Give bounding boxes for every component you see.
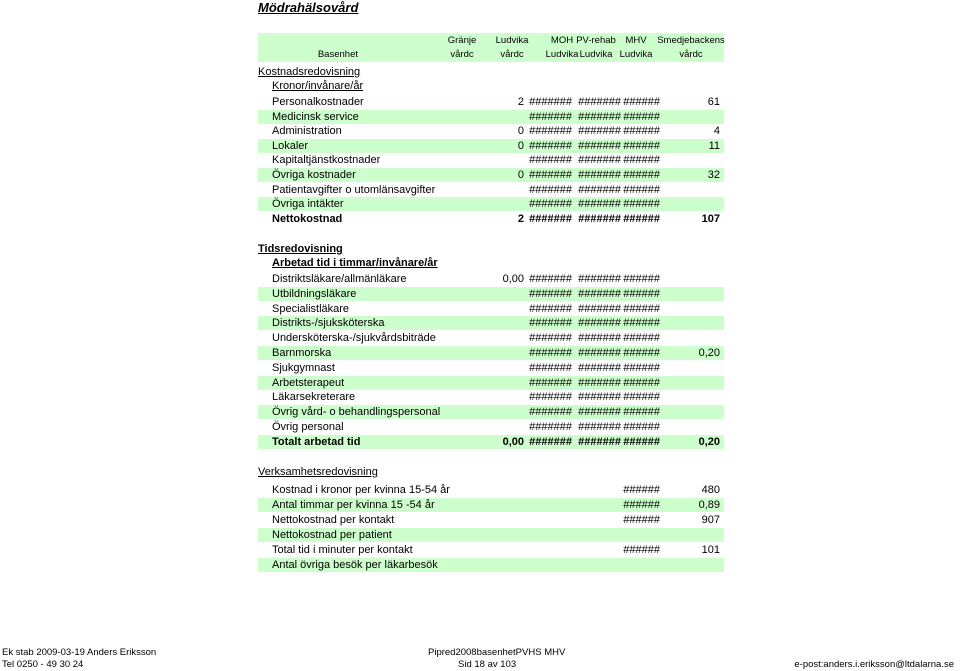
table-row xyxy=(258,212,724,226)
row-value: ####### xyxy=(578,406,621,419)
row-value: ###### xyxy=(623,212,660,225)
row-value: ####### xyxy=(529,169,572,181)
row-value: ####### xyxy=(529,391,572,404)
header-col-2-line1: Ludvika xyxy=(495,35,529,46)
table-row xyxy=(258,543,724,557)
row-value: ###### xyxy=(623,110,660,123)
row-value: ####### xyxy=(529,332,572,345)
table-row xyxy=(258,287,724,301)
table-row xyxy=(258,110,724,124)
table-row xyxy=(258,361,724,375)
row-value: 480 xyxy=(701,484,720,496)
row-value: ###### xyxy=(623,347,660,359)
subsection-kronor-invanare: Kronor/invånare/år xyxy=(272,80,364,92)
table-row xyxy=(258,405,724,419)
table-row xyxy=(258,139,724,153)
row-label: Sjukgymnast xyxy=(272,361,335,374)
row-value: 0 xyxy=(517,169,524,181)
row-value: ####### xyxy=(529,435,572,448)
row-value: ####### xyxy=(529,139,572,152)
row-label: Personalkostnader xyxy=(272,96,364,108)
row-label: Barnmorska xyxy=(272,347,332,359)
row-label: Nettokostnad xyxy=(272,212,343,225)
row-value: ####### xyxy=(578,332,621,345)
row-value: ####### xyxy=(529,347,572,359)
table-row xyxy=(258,153,724,167)
row-value: ####### xyxy=(529,110,572,123)
section-kostnadsredovisning: Kostnadsredovisning xyxy=(258,66,361,78)
row-value: ###### xyxy=(623,406,660,419)
row-value: ###### xyxy=(623,513,660,526)
row-value: ####### xyxy=(578,376,621,389)
footer-author: Ek stab 2009-03-19 Anders Eriksson xyxy=(2,647,157,658)
table-row xyxy=(258,420,724,434)
row-value: ###### xyxy=(623,183,660,196)
header-col-5-line2: Ludvika xyxy=(619,49,653,60)
row-value: ####### xyxy=(578,287,621,300)
table-row xyxy=(258,302,724,316)
row-label: Antal övriga besök per läkarbesök xyxy=(272,558,438,571)
row-value: 907 xyxy=(701,513,720,526)
header-col-1-line2: vårdc xyxy=(450,49,474,60)
row-value: ###### xyxy=(623,421,660,433)
row-label: Läkarsekreterare xyxy=(272,391,356,404)
row-value: ####### xyxy=(578,391,621,404)
table-row xyxy=(258,435,724,449)
row-value: ###### xyxy=(623,543,660,556)
row-value: ###### xyxy=(623,287,660,300)
row-value: ####### xyxy=(529,96,572,108)
row-label: Kostnad i kronor per kvinna 15-54 år xyxy=(272,484,450,496)
row-value: 61 xyxy=(707,96,720,108)
table-row xyxy=(258,183,724,197)
row-value: 107 xyxy=(701,212,720,225)
row-value: ####### xyxy=(529,361,572,374)
row-value: ####### xyxy=(578,125,621,138)
row-value: ###### xyxy=(623,96,660,108)
row-value: ####### xyxy=(578,302,621,315)
row-value: 0 xyxy=(517,139,524,152)
row-value: 0,00 xyxy=(502,435,524,448)
column-header xyxy=(258,33,724,62)
header-col-4-line1: PV-rehab xyxy=(576,35,616,46)
footer-phone: Tel 0250 - 49 30 24 xyxy=(2,659,84,670)
row-label: Undersköterska-/sjukvårdsbiträde xyxy=(272,332,436,345)
footer-page-number: Sid 18 av 103 xyxy=(458,659,517,670)
row-value: 4 xyxy=(713,125,720,138)
row-value: ###### xyxy=(623,198,660,211)
row-value: ###### xyxy=(623,302,660,315)
row-value: ####### xyxy=(578,212,621,225)
table-row xyxy=(258,558,724,572)
header-col-6-line1: Smedjebackens xyxy=(657,35,725,46)
row-label: Nettokostnad per kontakt xyxy=(272,513,395,526)
row-label: Kapitaltjänstkostnader xyxy=(272,154,381,167)
footer-email: e-post:anders.i.eriksson@ltdalarna.se xyxy=(794,659,954,670)
row-value: ####### xyxy=(578,273,621,285)
row-label: Arbetsterapeut xyxy=(272,376,345,389)
row-value: ###### xyxy=(623,273,660,285)
row-label: Utbildningsläkare xyxy=(272,287,357,300)
row-value: ####### xyxy=(529,317,572,330)
table-row xyxy=(258,528,724,542)
row-value: ###### xyxy=(623,317,660,330)
header-basenhet: Basenhet xyxy=(317,49,358,60)
row-value: ###### xyxy=(623,484,660,496)
header-col-3-line2: Ludvika xyxy=(545,49,579,60)
row-value: 0,89 xyxy=(698,498,720,511)
table-row xyxy=(258,168,724,182)
row-value: ####### xyxy=(529,125,572,138)
row-label: Nettokostnad per patient xyxy=(272,528,392,541)
table-row xyxy=(258,197,724,211)
row-value: ####### xyxy=(529,273,572,285)
row-value: 32 xyxy=(707,169,720,181)
row-value: ####### xyxy=(529,406,572,419)
table-row xyxy=(258,331,724,345)
row-label: Övriga kostnader xyxy=(272,169,356,181)
row-value: ####### xyxy=(578,198,621,211)
page-title: Mödrahälsovård xyxy=(258,0,359,15)
table-row xyxy=(258,513,724,527)
row-value: ####### xyxy=(529,287,572,300)
row-value: ####### xyxy=(529,183,572,196)
row-label: Totalt arbetad tid xyxy=(272,435,361,448)
row-value: ###### xyxy=(623,391,660,404)
row-value: ####### xyxy=(578,421,621,433)
row-label: Total tid i minuter per kontakt xyxy=(272,543,413,556)
header-col-6-line2: vårdc xyxy=(679,49,703,60)
row-value: 0,00 xyxy=(502,273,524,285)
row-value: ###### xyxy=(623,435,660,448)
row-value: ####### xyxy=(578,139,621,152)
header-col-4-line2: Ludvika xyxy=(579,49,613,60)
row-value: 0,20 xyxy=(698,347,720,359)
row-value: 2 xyxy=(517,96,524,108)
row-value: ###### xyxy=(623,361,660,374)
row-label: Distrikts-/sjuksköterska xyxy=(272,317,385,330)
row-value: ###### xyxy=(623,139,660,152)
row-value: 0 xyxy=(517,125,524,138)
row-value: ####### xyxy=(578,154,621,167)
row-value: ####### xyxy=(578,169,621,181)
row-value: ####### xyxy=(578,347,621,359)
row-value: 0,20 xyxy=(698,435,720,448)
table-row xyxy=(258,483,724,497)
row-label: Patientavgifter o utomlänsavgifter xyxy=(272,183,436,196)
row-value: ####### xyxy=(578,317,621,330)
row-value: ####### xyxy=(529,212,572,225)
header-col-1-line1: Gränje xyxy=(447,35,477,46)
section-tidsredovisning: Tidsredovisning xyxy=(258,243,343,255)
row-label: Antal timmar per kvinna 15 -54 år xyxy=(272,498,435,511)
row-value: ####### xyxy=(578,96,621,108)
row-value: ####### xyxy=(529,302,572,315)
row-value: ####### xyxy=(529,198,572,211)
table-row xyxy=(258,272,724,286)
row-value: ####### xyxy=(578,361,621,374)
row-label: Distriktsläkare/allmänläkare xyxy=(272,273,407,285)
table-row xyxy=(258,376,724,390)
row-label: Övrig personal xyxy=(272,421,344,433)
row-label: Övrig vård- o behandlingspersonal xyxy=(272,406,441,419)
row-value: ####### xyxy=(578,435,621,448)
table-row xyxy=(258,95,724,109)
row-value: ####### xyxy=(529,376,572,389)
header-col-2-line2: vårdc xyxy=(500,49,524,60)
header-col-3-line1: MOH xyxy=(550,35,574,46)
row-value: ###### xyxy=(623,498,660,511)
table-row xyxy=(258,390,724,404)
row-label: Övriga intäkter xyxy=(272,198,344,211)
row-value: ####### xyxy=(578,110,621,123)
table-row xyxy=(258,316,724,330)
row-value: ###### xyxy=(623,332,660,345)
row-label: Specialistläkare xyxy=(272,302,350,315)
row-value: ###### xyxy=(623,125,660,138)
row-value: ###### xyxy=(623,376,660,389)
section-verksamhetsredovisning: Verksamhetsredovisning xyxy=(258,466,378,478)
row-value: ####### xyxy=(529,421,572,433)
row-label: Administration xyxy=(272,125,342,138)
row-value: ####### xyxy=(578,183,621,196)
table-row xyxy=(258,498,724,512)
table-row xyxy=(258,124,724,138)
row-value: ###### xyxy=(623,154,660,167)
row-value: 2 xyxy=(517,212,524,225)
row-label: Medicinsk service xyxy=(272,110,359,123)
row-value: 101 xyxy=(701,543,720,556)
row-value: ###### xyxy=(623,169,660,181)
row-value: 11 xyxy=(708,139,720,152)
row-label: Lokaler xyxy=(272,139,309,152)
footer-filename: Pipred2008basenhetPVHS MHV xyxy=(428,647,566,658)
header-col-5-line1: MHV xyxy=(625,35,647,46)
row-value: ####### xyxy=(529,154,572,167)
subsection-arbetad-tid: Arbetad tid i timmar/invånare/år xyxy=(272,257,438,269)
table-row xyxy=(258,346,724,360)
